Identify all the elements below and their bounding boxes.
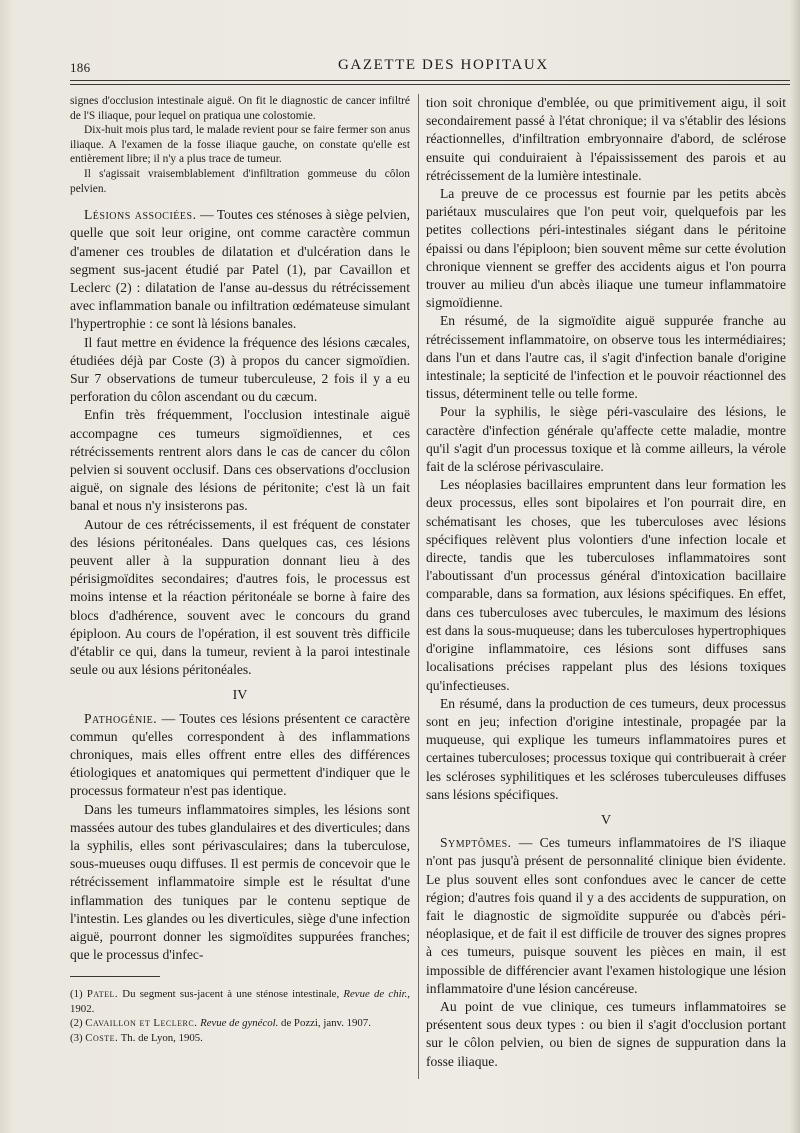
footnote	[70, 1031, 410, 1045]
paragraph-lead: Symptômes.	[440, 835, 512, 851]
header-rule-top	[70, 80, 790, 81]
paragraph	[70, 206, 410, 333]
case-report	[70, 94, 410, 196]
paragraph: Dans les tumeurs inflammatoires simples, les lésions sont massées autour des tubes glandulaires et des diverticules; dans la syphilis, elles sont périvasculaires; dans la tuberculose, sous-mueuses ouqu diffuses. Il est permis de concevoir que le rétrécissement inflammatoire simple est le résultat d'une inflammation des tuniques par le contenu septique de l'intestin. Les glandes ou les diverticules, siège d'une infection aiguë, pourront donner les sigmoïdites suppurées franches; que le processus d'infec-	[70, 801, 410, 963]
footnote-text: , 1902.	[70, 988, 410, 1015]
section-heading-v: V	[600, 812, 612, 828]
section-heading-iv: IV	[232, 688, 248, 704]
paragraph: Il s'agissait vraisemblablement d'infiltration gommeuse du côlon pelvien.	[70, 167, 410, 195]
footnote-author: Coste.	[85, 1031, 119, 1044]
page-number: 186	[70, 60, 91, 75]
paragraph: Les néoplasies bacillaires empruntent dans leur formation les deux processus, elles sont bipolaires et l'on pourrait dire, en schématisant les choses, que les tuberculoses avec lésions spécifiques relèvent plus volontiers d'une infection locale et directe, tandis que les tuberculoses inflammatoires sont l'aboutissant d'un processus général d'intoxication bacillaire comparable, dans sa formation, aux lésions spécifiques. En effet, dans ces tuberculoses avec tubercules, le maximum des lésions est dans la sous-muqueuse; dans les tuberculoses hypertrophiques d'origine inflammatoire, ces lésions sont diffuses sans localisations précises rappelant plus des lésions toxiques qu'infectieuses.	[426, 477, 786, 693]
paragraph: tion soit chronique d'emblée, ou que primitivement aigu, il soit secondairement passé à l'état chronique; il va s'établir des lésions réactionnelles, d'infiltration embryonnaire d'abord, de sclérose ensuite qui conduiraient à l'épaississement des parois et au rétrécissement de la lumière intestinale.	[426, 95, 786, 183]
header-rule-bottom	[70, 84, 790, 85]
footnote-author: Cavaillon et Leclerc.	[85, 1017, 198, 1030]
footnote-journal: Revue de gynécol.	[197, 1017, 279, 1030]
paragraph-lead: Lésions associées.	[84, 207, 197, 223]
paragraph: Dix-huit mois plus tard, le malade revient pour se faire fermer son anus iliaque. A l'examen de la fosse iliaque gauche, on constate qu'elle est entièrement libre; il n'y a plus trace de tumeur.	[70, 124, 410, 166]
spacer	[70, 196, 410, 206]
page-edge-shadow	[790, 0, 800, 1133]
footnote-journal: Revue de chir.	[343, 988, 408, 1001]
footnotes	[70, 987, 410, 1045]
column-divider	[418, 94, 419, 1079]
paragraph: La preuve de ce processus est fournie par les petits abcès pariétaux musculaires que l'on peut voir, quelquefois par les petites collections péri-intestinales siégant dans le péritoine épaissi ou dans l'épiploon; bien souvent même sur cette évolution chronique viennent se greffer des accidents aigus et l'on pourra trouver au milieu d'un abcès iliaque une tumeur inflammatoire sigmoïdienne.	[426, 186, 786, 311]
paragraph-text: — Toutes ces lésions présentent ce caractère commun qu'elles correspondent à des inflammations chroniques, mais elles offrent entre elles des différences étiologiques et anatomiques qui permettent d'indiquer que le processus formateur n'est pas identique.	[70, 710, 410, 799]
paragraph: Autour de ces rétrécissements, il est fréquent de constater des lésions péritonéales. Dans quelques cas, ces lésions peuvent aller à la suppuration donnant lieu à des périsigmoïdites secondaires; d'autres fois, le processus est moins intense et la réaction péritonéale se borne à faire des blocs d'adhérence, souvent avec le concours du grand épiploon. Au cours de l'opération, il est souvent très difficile d'établir ce qui, dans la tumeur, revient à la paroi intestinale seule ou aux lésions péritonéales.	[70, 516, 410, 678]
running-title: GAZETTE DES HOPITAUX	[338, 57, 549, 73]
paragraph-text: — Ces tumeurs inflammatoires de l'S iliaque n'ont pas jusqu'à présent de personnalité clinique bien évidente. Le plus souvent elles sont confondues avec le cancer de cette région; d'autres fois quand il y a des accidents de suppuration, on fait le diagnostic de sigmoïdite suppurée ou d'abcès péri-néoplasique, et de fait il est difficile de trouver des signes propres à ces tumeurs, puisque souvent les pièces en main, il est impossible de différencier avant l'examen histologique une lésion inflammatoire d'une lésion cancéreuse.	[426, 835, 786, 996]
paragraph: signes d'occlusion intestinale aiguë. On fit le diagnostic de cancer infiltré de l'S iliaque, pour lequel on pratiqua une colostomie.	[70, 95, 410, 122]
footnote-text: de Pozzi, janv. 1907.	[278, 1017, 371, 1030]
paragraph-lead: Pathogénie.	[84, 710, 158, 726]
footnote	[70, 987, 410, 1016]
paragraph-text: — Toutes ces sténoses à siège pelvien, quelle que soit leur origine, ont comme caractère commun d'amener ces troubles de dilatation et d'ulcération dans le segment sus-jacent étudié par Patel (1), par Cavaillon et Leclerc (2) : dilatation de l'anse au-dessus du rétrécissement avec inflammation banale ou infiltration œdémateuse simulant l'hypertrophie : ce sont là lésions banales.	[70, 207, 410, 332]
footnote	[70, 1016, 410, 1030]
footnote-text: Th. de Lyon, 1905.	[118, 1031, 203, 1044]
footnote-rule	[70, 976, 160, 977]
paragraph: Au point de vue clinique, ces tumeurs inflammatoires se présentent sous deux types : ou bien il s'agit d'occlusion portant sur le côlon pelvien, ou bien de signes de suppuration dans la fosse iliaque.	[426, 998, 786, 1069]
paragraph: En résumé, dans la production de ces tumeurs, deux processus sont en jeu; infection d'origine intestinale, propagée par la muqueuse, qui explique les tumeurs inflammatoires pures et certaines tuberculoses; processus toxique qui contribuerait à créer les scléroses syphilitiques et les scléroses tuberculeuses diffuses sans lésions spécifiques.	[426, 695, 786, 802]
paragraph: En résumé, de la sigmoïdite aiguë suppurée franche au rétrécissement inflammatoire, on observe tous les intermédiaires; dans l'un et dans l'autre cas, il s'agit d'infection banale d'origine intestinale; la septicité de l'infection et le pouvoir réactionnel des tissus, déterminent telle ou telle forme.	[426, 313, 786, 402]
paragraph	[70, 710, 410, 801]
paragraph: Pour la syphilis, le siège péri-vasculaire des lésions, le caractère d'infection générale qu'affecte cette maladie, montre qu'il s'agit d'un processus toxique et là comme ailleurs, la vérole fait de la sclérose périvasculaire.	[426, 404, 786, 475]
paragraph: Il faut mettre en évidence la fréquence des lésions cæcales, étudiées déjà par Coste (3) à propos du cancer sigmoïdien. Sur 7 observations de tumeur tuberculeuse, 2 fois il y a eu perforation du côlon ascendant ou du cæcum.	[70, 334, 410, 405]
footnote-author: Patel.	[86, 988, 119, 1001]
footnote-number: (2)	[70, 1017, 86, 1030]
right-column	[426, 94, 786, 1071]
footnote-text: Du segment sus-jacent à une sténose intestinale,	[118, 988, 344, 1001]
left-column	[70, 94, 410, 1045]
paragraph: Enfin très fréquemment, l'occlusion intestinale aiguë accompagne ces tumeurs sigmoïdiennes, et ces rétrécissements rentrent alors dans le cas de cancer du côlon pelvien si souvent occlusif. Dans ces observations d'occlusion aiguë, on signale des lésions de péritonite; c'est là un fait banal et nous n'y insisterons pas.	[70, 407, 410, 514]
paragraph	[426, 834, 786, 998]
footnote-number: (1)	[70, 988, 87, 1001]
footnote-number: (3)	[70, 1031, 86, 1044]
